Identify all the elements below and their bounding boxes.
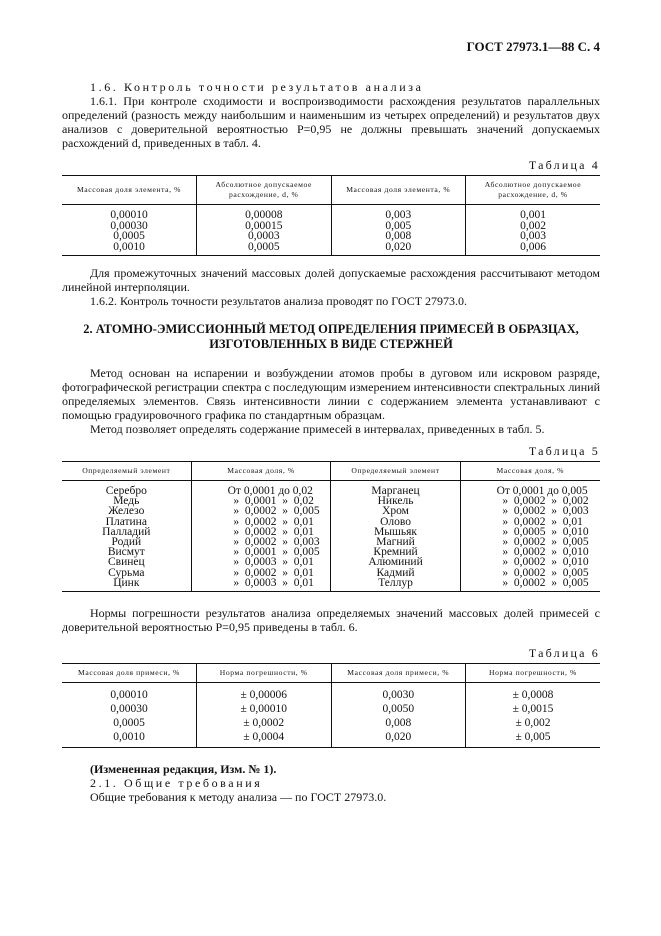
element-name: Платина [105, 515, 147, 528]
concentration-range: » 0,0002 » 0,010 [460, 557, 600, 567]
table-6-header-cell: Норма погрешности, % [466, 664, 601, 683]
element-name: Магний [331, 537, 460, 547]
table-cell: 0,008 [331, 716, 466, 730]
section-2-1-text: Общие требования к методу анализа — по ГОСТ 27973.0. [90, 790, 387, 805]
table-cell: 0,00010 [110, 209, 148, 221]
table-cell: ± 0,005 [466, 730, 601, 748]
table-6-header-cell: Массовая доля примеси, % [331, 664, 466, 683]
table-4-header-cell: Абсолютное допускаемое расхождение, d, % [466, 176, 601, 205]
table-5-caption: Таблица 5 [528, 444, 600, 458]
element-name: Кремний [331, 547, 460, 557]
element-name: Медь [113, 495, 140, 508]
table-row [62, 716, 600, 730]
table-cell: 0,0050 [331, 702, 466, 716]
table-row [62, 481, 600, 497]
table-5-header-cell: Определяемый элемент [331, 462, 460, 481]
concentration-range: » 0,0001 » 0,02 [191, 496, 331, 506]
table-cell: 0,0030 [331, 683, 466, 703]
concentration-range: » 0,0002 » 0,005 [191, 506, 331, 516]
concentration-range: » 0,0003 » 0,01 [191, 557, 331, 567]
concentration-range: » 0,0002 » 0,002 [460, 496, 600, 506]
concentration-range: » 0,0002 » 0,01 [191, 517, 331, 527]
table-cell: 0,008 [331, 231, 466, 242]
table-row [62, 683, 600, 703]
table-5 [62, 461, 600, 592]
concentration-range: » 0,0002 » 0,01 [191, 527, 331, 537]
table-6-header-cell: Норма погрешности, % [197, 664, 332, 683]
element-name: Марганец [331, 481, 460, 497]
method-paragraph: Метод основан на испарении и возбуждении атомов пробы в дуговом или искровом разряде, фотографической регистрации спектра с последующим измерением интенсивности спектральных линий определяемых элементов. Связь интенсивности линии с содержанием элемента устанавливают с помощью градуировочного графика по стандартным образцам. [62, 366, 600, 422]
table-cell: 0,00010 [110, 689, 148, 702]
page [62, 40, 600, 804]
table-cell: 0,00030 [110, 703, 148, 716]
element-name: Теллур [331, 578, 460, 592]
table-row [62, 578, 600, 592]
table-4 [62, 175, 600, 256]
element-name: Висмут [107, 546, 145, 559]
concentration-range: » 0,0002 » 0,005 [460, 568, 600, 578]
section-1-6-title: 1.6. Контроль точности результатов анализа [90, 80, 424, 94]
table-cell: ± 0,0004 [197, 730, 332, 748]
norms-paragraph: Нормы погрешности результатов анализа определяемых значений массовых долей примесей с доверительной вероятностью Р=0,95 приведены в табл. 6. [62, 606, 600, 635]
table-cell: ± 0,00010 [197, 702, 332, 716]
concentration-range: » 0,0002 » 0,005 [460, 537, 600, 547]
concentration-range: От 0,0001 до 0,005 [460, 481, 600, 497]
concentration-range: » 0,0001 » 0,005 [191, 547, 331, 557]
element-name: Серебро [105, 485, 147, 497]
table-row [62, 242, 600, 256]
table-6-header [62, 664, 600, 683]
concentration-range: » 0,0002 » 0,01 [460, 517, 600, 527]
table-cell: 0,00030 [110, 219, 148, 232]
section-2-1-title: 2.1. Общие требования [90, 776, 263, 791]
concentration-range: От 0,0001 до 0,02 [191, 481, 331, 497]
table-cell: ± 0,0002 [197, 716, 332, 730]
table-cell: 0,006 [466, 242, 601, 256]
table-cell: 0,00008 [197, 205, 332, 221]
table-cell: 0,0005 [197, 242, 332, 256]
table-cell: ± 0,0015 [466, 702, 601, 716]
ranges-paragraph: Метод позволяет определять содержание примесей в интервалах, приведенных в табл. 5. [90, 422, 545, 436]
edition-note: (Измененная редакция, Изм. № 1). [90, 762, 277, 777]
table-row [62, 730, 600, 748]
concentration-range: » 0,0002 » 0,003 [460, 506, 600, 516]
concentration-range: » 0,0002 » 0,010 [460, 547, 600, 557]
table-5-header [62, 462, 600, 481]
element-name: Кадмий [331, 568, 460, 578]
element-name: Никель [331, 496, 460, 506]
element-name: Палладий [102, 525, 151, 538]
table-cell: 0,003 [466, 231, 601, 242]
table-6 [62, 663, 600, 748]
table-4-header [62, 176, 600, 205]
table-5-header-cell: Массовая доля, % [191, 462, 331, 481]
table-6-header-cell: Массовая доля примеси, % [62, 664, 197, 683]
table-cell: 0,0005 [113, 717, 145, 730]
element-name: Алюминий [331, 557, 460, 567]
table-cell: 0,0005 [113, 230, 145, 242]
table-4-header-cell: Массовая доля элемента, % [62, 176, 197, 205]
table-cell: 0,0010 [62, 242, 197, 256]
concentration-range: » 0,0002 » 0,005 [460, 578, 600, 592]
table-5-header-cell: Определяемый элемент [62, 462, 191, 481]
concentration-range: » 0,0002 » 0,003 [191, 537, 331, 547]
table-cell: 0,0003 [197, 231, 332, 242]
table-cell: 0,005 [331, 221, 466, 232]
table-5-header-cell: Массовая доля, % [460, 462, 600, 481]
table-cell: 0,003 [331, 205, 466, 221]
table-cell: ± 0,0008 [466, 683, 601, 703]
element-name: Родий [111, 536, 142, 549]
element-name: Хром [331, 506, 460, 516]
section-1-6-2-text: 1.6.2. Контроль точности результатов анализа проводят по ГОСТ 27973.0. [90, 294, 468, 308]
table-row [62, 702, 600, 716]
concentration-range: » 0,0005 » 0,010 [460, 527, 600, 537]
table-6-caption: Таблица 6 [528, 646, 600, 661]
table-cell: ± 0,00006 [197, 683, 332, 703]
table-4-header-cell: Абсолютное допускаемое расхождение, d, % [197, 176, 332, 205]
element-name: Олово [331, 517, 460, 527]
table-cell: 0,0010 [62, 730, 197, 748]
element-name: Сурьма [108, 566, 145, 579]
table-cell: 0,002 [466, 221, 601, 232]
table-4-header-cell: Массовая доля элемента, % [331, 176, 466, 205]
table-cell: 0,020 [331, 730, 466, 748]
section-2-heading: 2. АТОМНО-ЭМИССИОННЫЙ МЕТОД ОПРЕДЕЛЕНИЯ ПРИМЕСЕЙ В ОБРАЗЦАХ, ИЗГОТОВЛЕННЫХ В ВИДЕ СТЕРЖНЕЙ [83, 322, 579, 351]
element-name: Свинец [107, 556, 145, 569]
table-4-caption: Таблица 4 [528, 158, 600, 172]
concentration-range: » 0,0002 » 0,01 [191, 568, 331, 578]
interpolation-paragraph: Для промежуточных значений массовых долей допускаемые расхождения рассчитывают методом линейной интерполяции. [62, 266, 600, 294]
element-name: Мышьяк [331, 527, 460, 537]
page-header: ГОСТ 27973.1—88 С. 4 [466, 39, 600, 54]
element-name: Железо [108, 505, 145, 518]
table-cell: 0,001 [466, 205, 601, 221]
table-cell: 0,00015 [197, 221, 332, 232]
table-cell: 0,020 [331, 242, 466, 256]
table-cell: ± 0,002 [466, 716, 601, 730]
table-row [62, 231, 600, 242]
section-1-6-1-text: 1.6.1. При контроле сходимости и воспроизводимости расхождения результатов параллельных определений (разность между наибольшим и наименьшим из четырех определений) и результатов двух анализов с доверительной вероятностью Р=0,95 не должны превышать значений допускаемых расхождений d, приведенных в табл. 4. [62, 94, 600, 150]
concentration-range: » 0,0003 » 0,01 [191, 578, 331, 592]
element-name: Цинк [62, 578, 191, 592]
table-row [62, 205, 600, 221]
